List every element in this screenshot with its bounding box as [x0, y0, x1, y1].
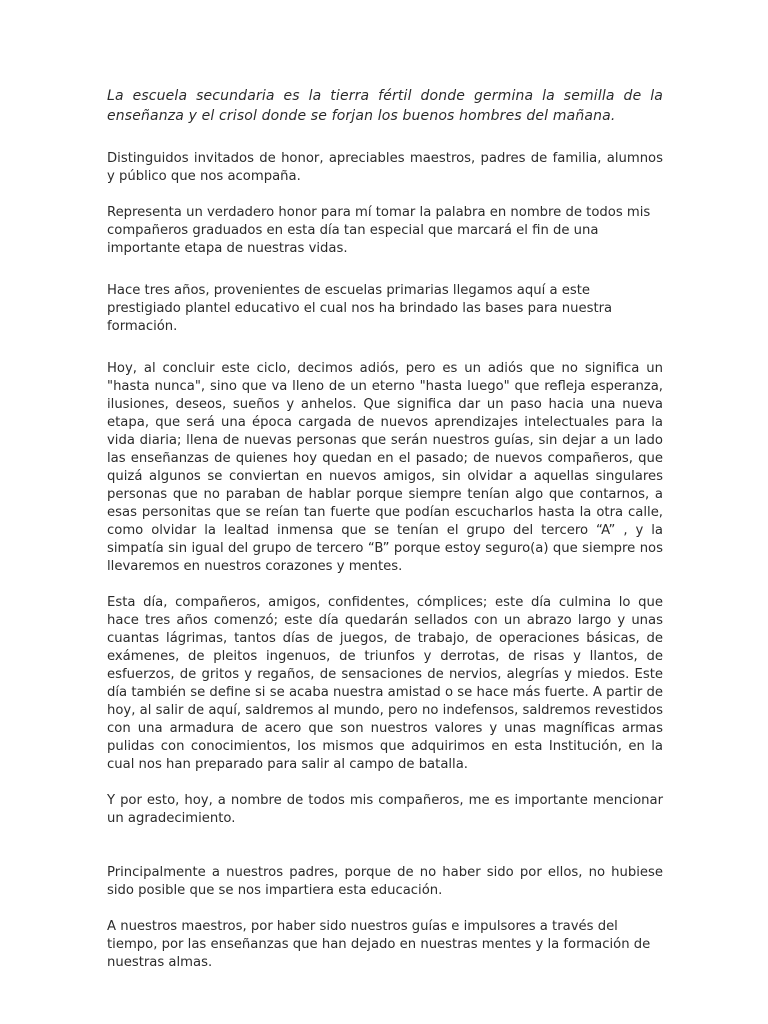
epigraph: La escuela secundaria es la tierra fértil donde germina la semilla de la enseñanza y el crisol donde se forjan los buenos hombres del mañana. — [107, 88, 663, 124]
document-body — [107, 86, 663, 972]
paragraph-greeting: Distinguidos invitados de honor, apreciables maestros, padres de familia, alumnos y público que nos acompaña. — [107, 151, 663, 184]
paragraph-gratitude: Y por esto, hoy, a nombre de todos mis compañeros, me es importante mencionar un agradecimiento. — [107, 793, 663, 826]
paragraph-honor: Representa un verdadero honor para mí tomar la palabra en nombre de todos mis compañeros graduados en esta día tan especial que marcará el fin de una importante etapa de nuestras vidas. — [107, 205, 651, 256]
paragraph-parents: Principalmente a nuestros padres, porque de no haber sido por ellos, no hubiese sido posible que se nos impartiera esta educación. — [107, 865, 663, 898]
paragraph-farewell: Hoy, al concluir este ciclo, decimos adiós, pero es un adiós que no significa un "hasta nunca", sino que va lleno de un eterno "hasta luego" que refleja esperanza, ilusiones, deseos, sueños y anhelos. Que significa dar un paso hacia una nueva etapa, que será una época cargada de nuevos aprendizajes intelectuales para la vida diaria; llena de nuevas personas que serán nuestros guías, sin dejar a un lado las enseñanzas de quienes hoy quedan en el pasado; de nuevos compañeros, que quizá algunos se conviertan en nuevos amigos, sin olvidar a aquellas singulares personas que no paraban de hablar porque siempre tenían algo que contarnos, a esas personitas que se reían tan fuerte que podían escucharlos hasta la otra calle, como olvidar la lealtad inmensa que se tenían el grupo del tercero “A” , y la simpatía sin igual del grupo de tercero “B” porque estoy seguro(a) que siempre nos llevaremos en nuestros corazones y mentes. — [107, 361, 663, 574]
paragraph-teachers: A nuestros maestros, por haber sido nuestros guías e impulsores a través del tiempo, por las enseñanzas que han dejado en nuestras mentes y la formación de nuestras almas. — [107, 919, 651, 970]
paragraph-this-day: Esta día, compañeros, amigos, confidentes, cómplices; este día culmina lo que hace tres años comenzó; este día quedarán sellados con un abrazo largo y unas cuantas lágrimas, tantos días de juegos, de trabajo, de operaciones básicas, de exámenes, de pleitos ingenuos, de triunfos y derrotas, de risas y llantos, de esfuerzos, de gritos y regaños, de sensaciones de nervios, alegrías y miedos. Este día también se define si se acaba nuestra amistad o se hace más fuerte. A partir de hoy, al salir de aquí, saldremos al mundo, pero no indefensos, saldremos revestidos con una armadura de acero que son nuestros valores y unas magníficas armas pulidas con conocimientos, los mismos que adquirimos en esta Institución, en la cual nos han preparado para salir al campo de batalla. — [107, 595, 663, 772]
paragraph-three-years: Hace tres años, provenientes de escuelas primarias llegamos aquí a este prestigiado plantel educativo el cual nos ha brindado las bases para nuestra formación. — [107, 283, 613, 334]
